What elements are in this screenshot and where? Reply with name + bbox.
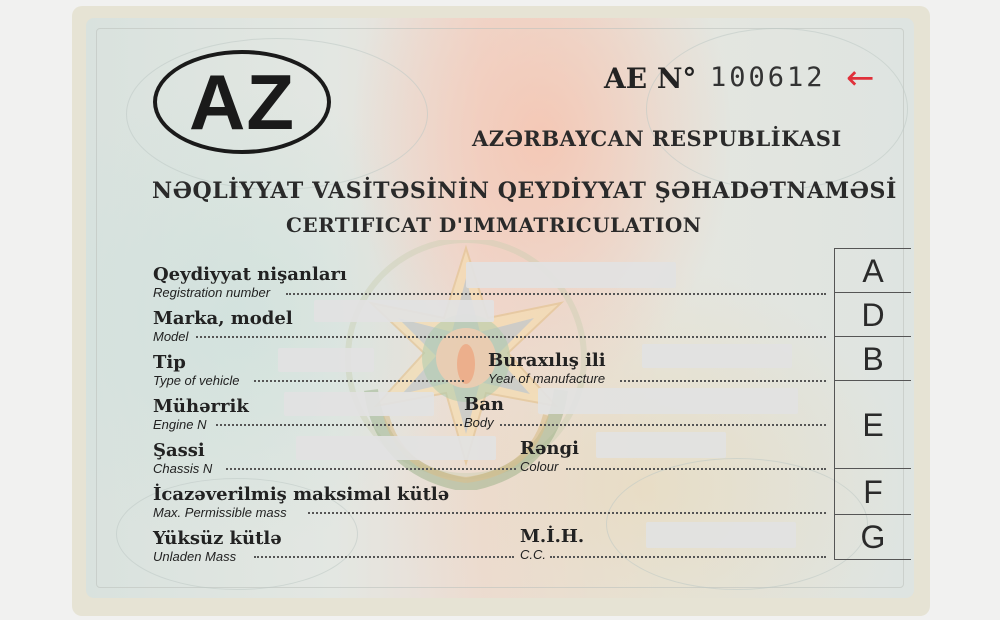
year-sublabel: Year of manufacture (488, 371, 606, 386)
country-code-oval (153, 50, 331, 154)
field-line (308, 512, 826, 514)
serial-label: AE N° (604, 62, 697, 95)
chassis-sublabel: Chassis N (153, 461, 213, 476)
guilloche-swirl (646, 28, 908, 190)
document-title-az: NƏQLİYYAT VASİTƏSİNİN QEYDİYYAT ŞƏHADƏTNAMƏSİ (152, 178, 897, 204)
red-arrow-icon: ← (846, 58, 875, 98)
max-mass-sublabel: Max. Permissible mass (153, 505, 287, 520)
letter-cell-g: G (835, 514, 911, 560)
unladen-mass-label: Yüksüz kütlə (153, 528, 282, 549)
model-sublabel: Model (153, 329, 189, 344)
redacted-cc-value (646, 522, 796, 548)
max-mass-label: İcazəverilmiş maksimal kütlə (153, 484, 450, 505)
cc-label: M.İ.H. (520, 526, 585, 547)
field-line (286, 293, 826, 295)
field-line (500, 424, 826, 426)
redacted-type-value (278, 348, 374, 372)
vehicle-type-label: Tip (153, 352, 186, 373)
letter-cell-e: E (835, 380, 911, 469)
letter-cell-d: D (835, 292, 911, 337)
redacted-body-value (538, 388, 798, 414)
field-line (550, 556, 826, 558)
colour-label: Rəngi (520, 438, 579, 459)
engine-label: Mühərrik (153, 396, 249, 417)
republic-heading: AZƏRBAYCAN RESPUBLİKASI (472, 126, 842, 151)
engine-sublabel: Engine N (153, 417, 207, 432)
body-label: Ban (464, 394, 504, 415)
redacted-chassis-value (296, 436, 496, 460)
field-line (566, 468, 826, 470)
registration-number-sublabel: Registration number (153, 285, 271, 300)
field-line (196, 336, 826, 338)
registration-number-label: Qeydiyyat nişanları (153, 264, 347, 285)
redacted-year-value (642, 344, 792, 368)
model-label: Marka, model (153, 308, 293, 329)
country-code: AZ (189, 58, 295, 146)
year-label: Buraxılış ili (488, 350, 606, 371)
document-title-fr: CERTIFICAT D'IMMATRICULATION (286, 213, 702, 237)
category-letter-column (834, 248, 911, 560)
unladen-mass-sublabel: Unladen Mass (153, 549, 237, 564)
redacted-engine-value (284, 392, 434, 416)
colour-sublabel: Colour (520, 459, 559, 474)
redacted-colour-value (596, 432, 726, 458)
vehicle-type-sublabel: Type of vehicle (153, 373, 240, 388)
cc-sublabel: C.C. (520, 547, 546, 562)
letter-cell-b: B (835, 336, 911, 381)
letter-cell-f: F (835, 468, 911, 515)
body-sublabel: Body (464, 415, 494, 430)
registration-certificate (86, 18, 914, 598)
field-line (254, 556, 514, 558)
letter-cell-a: A (835, 248, 911, 293)
field-line (620, 380, 826, 382)
field-line (216, 424, 462, 426)
serial-number: 100612 (710, 62, 826, 93)
redacted-model-value (314, 300, 494, 322)
chassis-label: Şassi (153, 440, 205, 461)
redacted-registration-value (466, 262, 676, 288)
field-line (226, 468, 516, 470)
field-line (254, 380, 464, 382)
